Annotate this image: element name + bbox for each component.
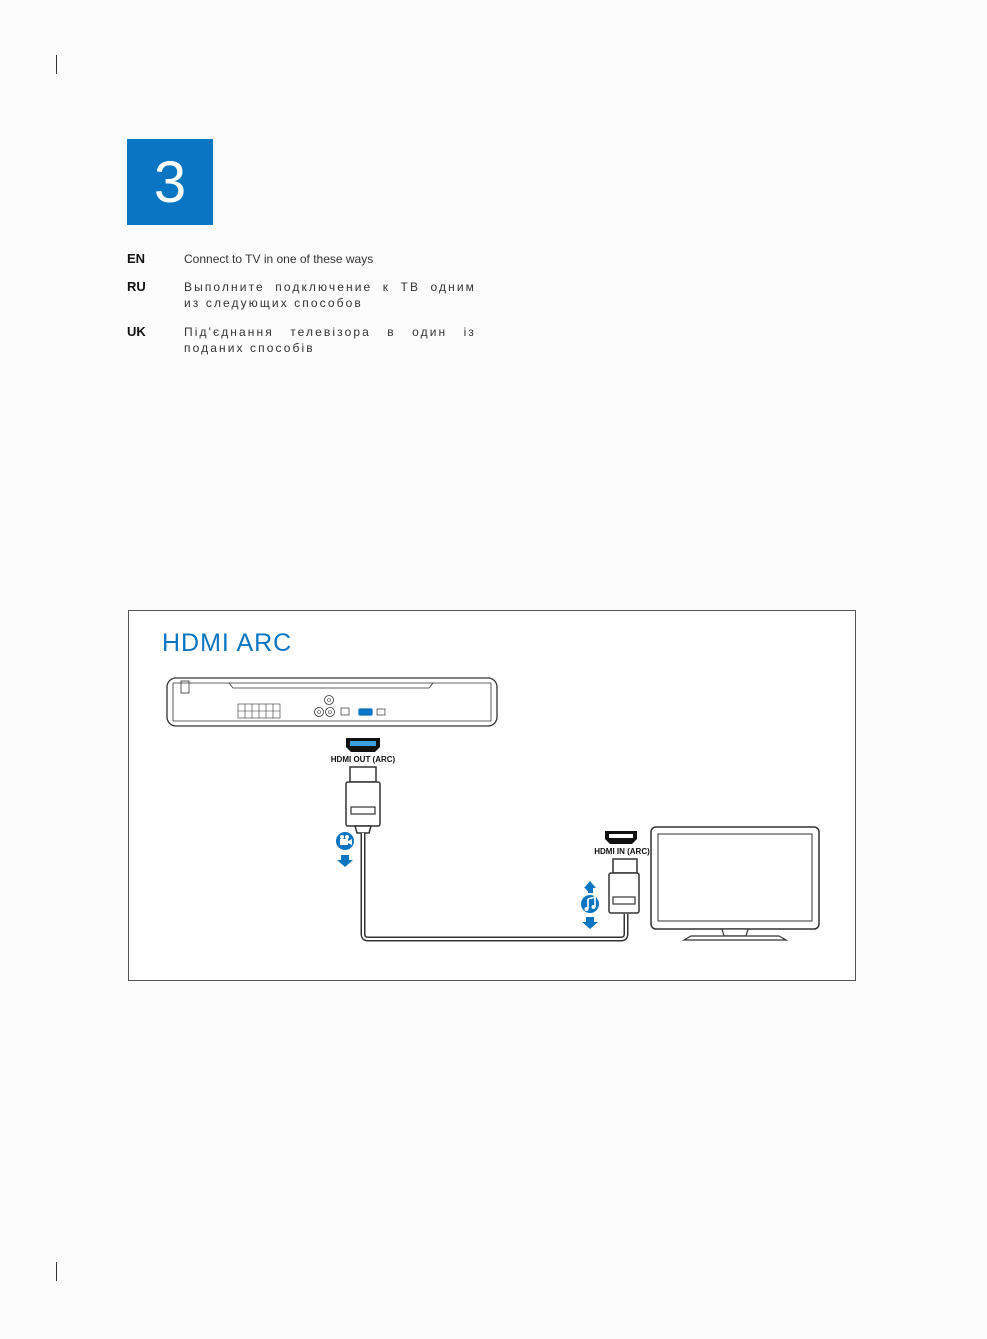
instruction-en	[127, 251, 477, 267]
step-number: 3	[153, 149, 187, 215]
arrow-down-icon	[582, 917, 598, 929]
television	[651, 827, 819, 940]
soundbar-device	[167, 678, 497, 726]
instruction-ru	[127, 279, 477, 311]
language-code: UK	[127, 324, 146, 339]
instruction-uk	[127, 324, 477, 356]
crop-mark-bottom	[56, 1262, 57, 1281]
hdmi-plug-tv	[609, 859, 639, 913]
instruction-text: Під'єднання телевізора в один із поданих способів	[184, 325, 476, 355]
language-code: EN	[127, 251, 146, 266]
hdmi-in-port-icon	[605, 831, 637, 844]
language-code: RU	[127, 279, 146, 294]
hdmi-in-label: HDMI IN (ARC)	[594, 847, 650, 856]
step-number-badge	[127, 139, 213, 225]
hdmi-out-port-icon	[346, 738, 380, 752]
instruction-text: Connect to TV in one of these ways	[184, 252, 374, 266]
instruction-text: Выполните подключение к ТВ одним из следующих способов	[184, 280, 476, 310]
hdmi-out-label: HDMI OUT (ARC)	[330, 755, 396, 764]
crop-mark-top	[56, 55, 57, 74]
music-note-icon	[581, 895, 599, 913]
connection-illustration	[129, 611, 855, 980]
hdmi-arc-diagram	[128, 610, 856, 981]
video-camera-icon	[336, 832, 354, 850]
arrow-down-icon	[337, 855, 353, 867]
hdmi-plug-source	[346, 767, 380, 833]
diagram-title: HDMI ARC	[162, 629, 293, 657]
